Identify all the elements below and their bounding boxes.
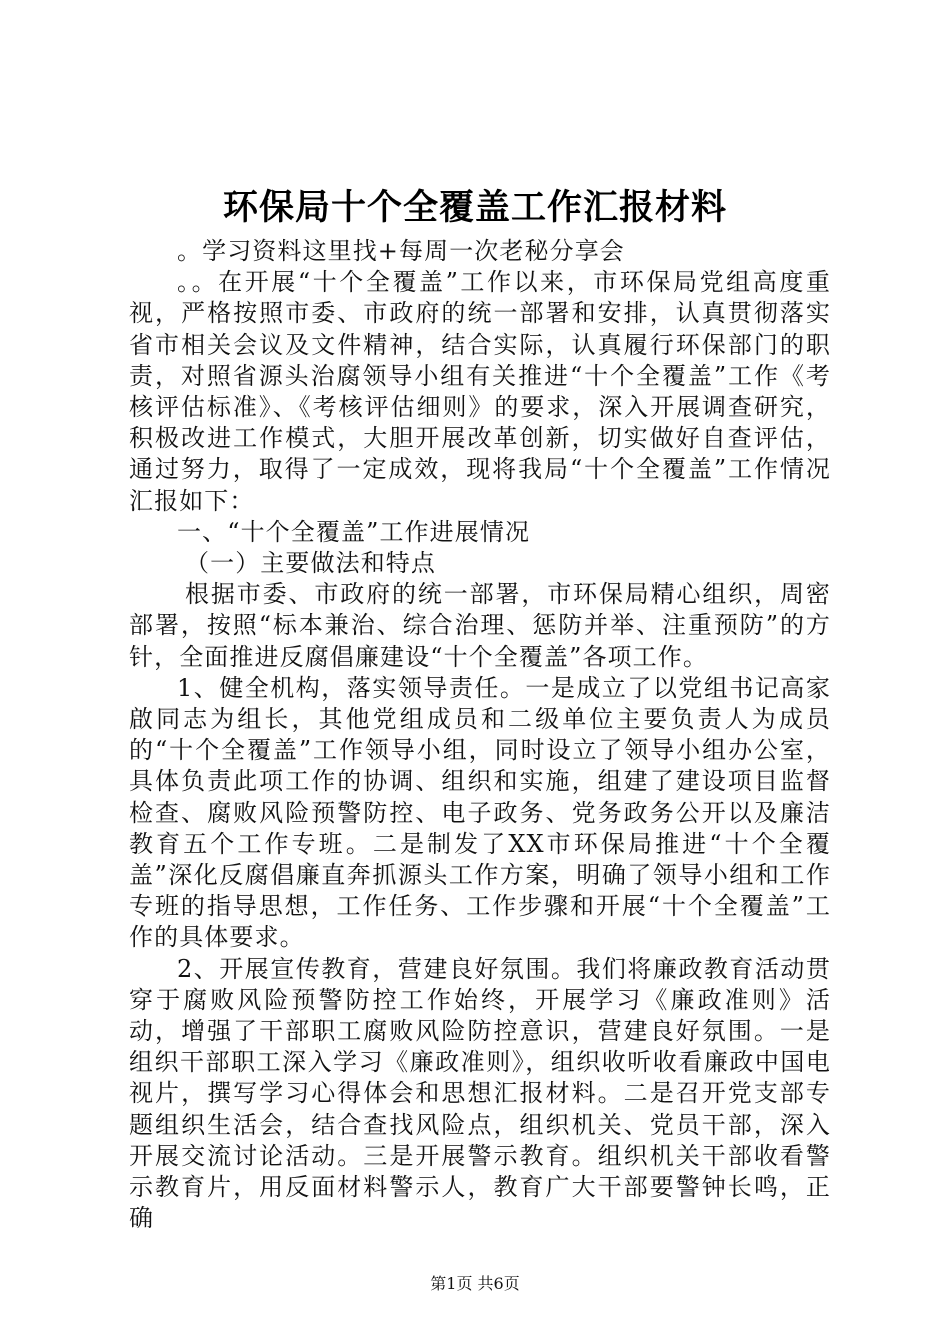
page-number-footer: 第1页 共6页 <box>430 1274 520 1293</box>
paragraph-opening: 。。在开展“十个全覆盖”工作以来，市环保局党组高度重视，严格按照市委、市政府的统一部署和安排，认真贯彻落实省市相关会议及文件精神，结合实际，认真履行环保部门的职责，对照省源头治腐领导小组有关推进“十个全覆盖”工作《考核评估标准》、《考核评估细则》的要求，深入开展调查研究，积极改进工作模式，大胆开展改革创新，切实做好自查评估，通过努力，取得了一定成效，现将我局“十个全覆盖”工作情况汇报如下： <box>129 268 831 515</box>
paragraph-item-2: 2、开展宣传教育，营建良好氛围。我们将廉政教育活动贯穿于腐败风险预警防控工作始终，开展学习《廉政准则》活动，增强了干部职工腐败风险防控意识，营建良好氛围。一是组织干部职工深入学习《廉政准则》，组织收听收看廉政中国电视片，撰写学习心得体会和思想汇报材料。二是召开党支部专题组织生活会，结合查找风险点，组织机关、党员干部，深入开展交流讨论活动。三是开展警示教育。组织机关干部收看警示教育片，用反面材料警示人，教育广大干部要警钟长鸣，正确 <box>129 954 831 1233</box>
paragraph-item-1: 1、健全机构，落实领导责任。一是成立了以党组书记高家啟同志为组长，其他党组成员和二级单位主要负责人为成员的“十个全覆盖”工作领导小组，同时设立了领导小组办公室，具体负责此项工作的协调、组织和实施，组建了建设项目监督检查、腐败风险预警防控、电子政务、党务政务公开以及廉洁教育五个工作专班。二是制发了XX市环保局推进“十个全覆盖”深化反腐倡廉直奔抓源头工作方案，明确了领导小组和工作专班的指导思想，工作任务、工作步骤和开展“十个全覆盖”工作的具体要求。 <box>129 673 831 952</box>
paragraph-intro-note: 。学习资料这里找+每周一次老秘分享会 <box>177 237 625 265</box>
document-title: 环保局十个全覆盖工作汇报材料 <box>222 188 727 228</box>
subsection-heading-practices: （一）主要做法和特点 <box>185 549 436 578</box>
document-body <box>129 236 831 1235</box>
paragraph-overview: 根据市委、市政府的统一部署，市环保局精心组织，周密部署，按照“标本兼治、综合治理、惩防并举、注重预防”的方针，全面推进反腐倡廉建设“十个全覆盖”各项工作。 <box>129 580 831 671</box>
section-heading-progress: 一、“十个全覆盖”工作进展情况 <box>177 517 531 546</box>
